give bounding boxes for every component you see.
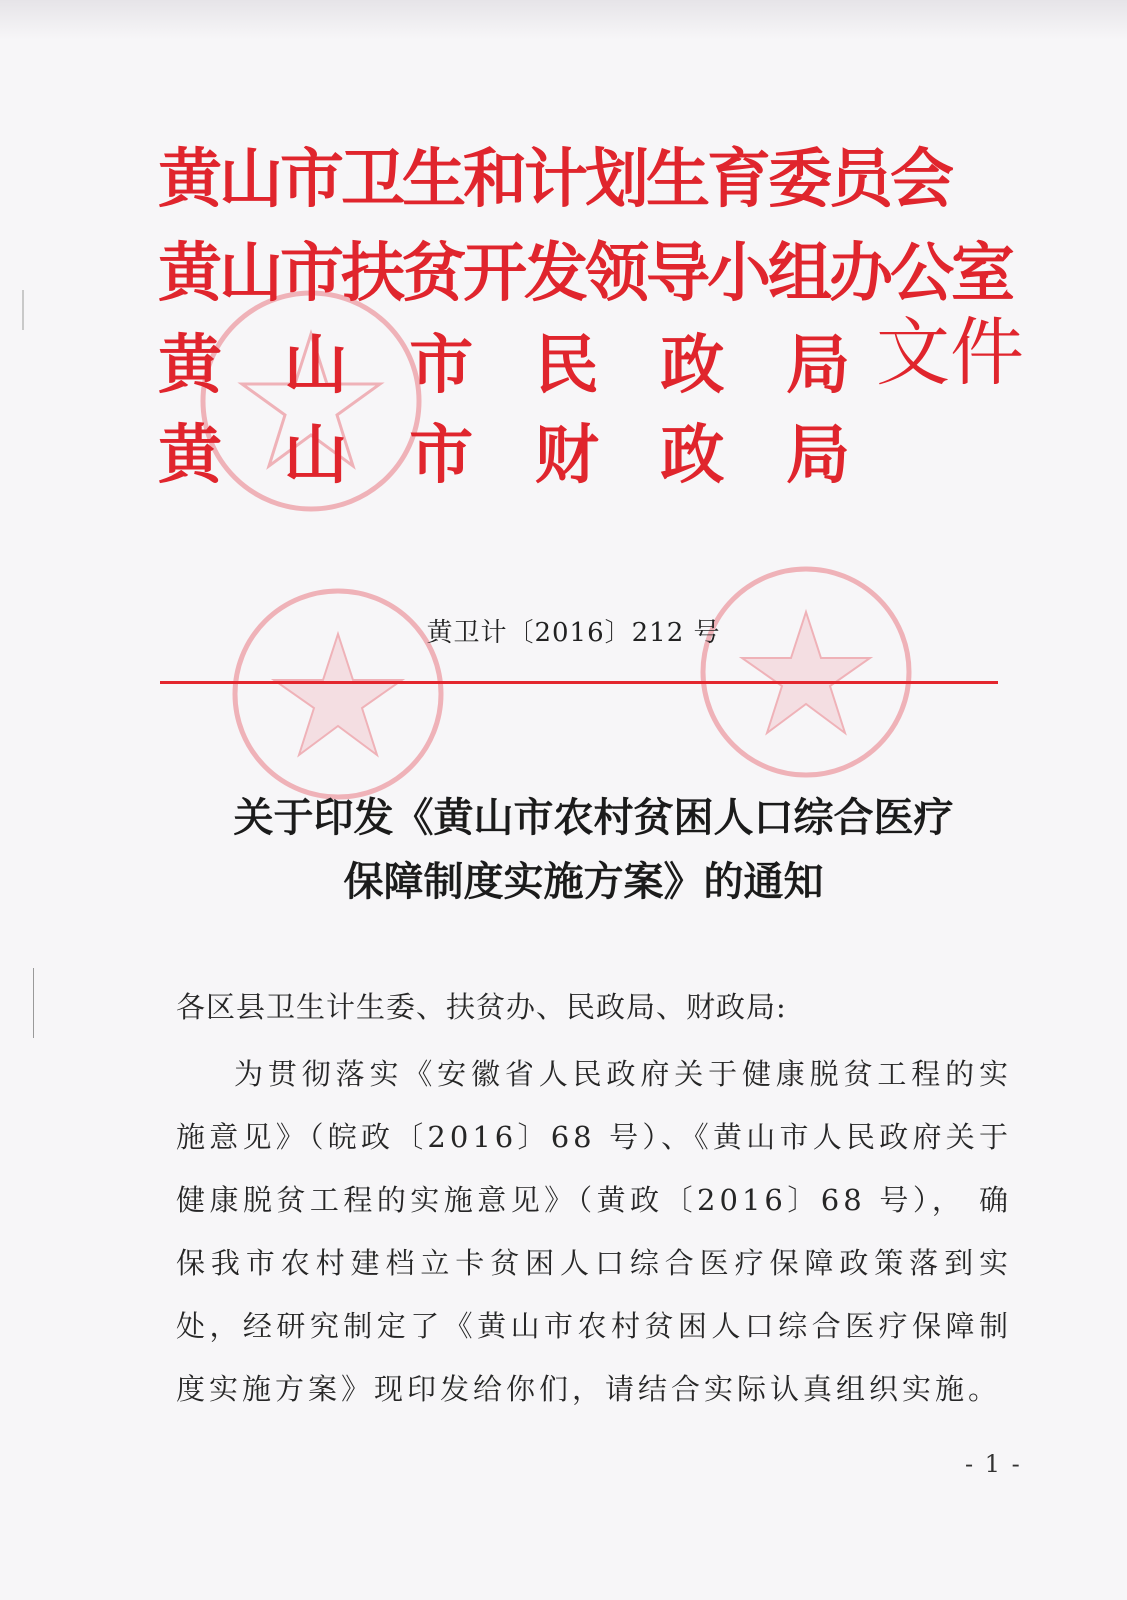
- title-line-1: 关于印发《黄山市农村贫困人口综合医疗: [233, 794, 954, 841]
- red-divider: [160, 681, 998, 684]
- issuer-char: 山: [283, 328, 348, 403]
- issuer-char: 政: [660, 328, 725, 403]
- issuer-line-1: 黄山市卫生和计划生育委员会: [158, 142, 951, 217]
- issuer-char: 黄: [158, 328, 222, 403]
- issuer-line-3: [158, 328, 850, 403]
- scan-edge: [0, 0, 1127, 40]
- issuer-char: 财: [534, 418, 599, 493]
- seal-stamp-3: [696, 562, 916, 782]
- document-number: 黄卫计〔2016〕212 号: [426, 618, 721, 648]
- page-number: - 1 -: [965, 1450, 1022, 1478]
- issuer-char: 政: [660, 418, 725, 493]
- document-suffix: 文件: [876, 310, 1024, 396]
- issuer-char: 山: [283, 418, 348, 493]
- issuer-char: 局: [785, 418, 850, 493]
- body-paragraph: 为贯彻落实《安徽省人民政府关于健康脱贫工程的实施意见》（皖政〔2016〕68 号）、《黄山市人民政府关于健康脱贫工程的实施意见》（黄政〔2016〕68 号）， 确保我市农村建档立卡贫困人口综合医疗保障政策落到实处，经研究制定了《黄山市农村贫困人口综合医疗保障制度实施方案》现印发给你们，请结合实际认真组织实施。: [176, 1057, 1012, 1406]
- margin-mark: [33, 968, 34, 1038]
- issuer-char: 黄: [158, 418, 222, 493]
- issuer-char: 市: [409, 328, 474, 403]
- margin-mark: [22, 290, 24, 330]
- addressee: 各区县卫生计生委、扶贫办、民政局、财政局:: [176, 990, 787, 1024]
- issuer-char: 局: [785, 328, 850, 403]
- issuer-line-2: 黄山市扶贫开发领导小组办公室: [158, 236, 1012, 311]
- issuer-line-4: [158, 418, 850, 493]
- title-line-2: 保障制度实施方案》的通知: [343, 858, 824, 905]
- issuer-char: 市: [409, 418, 474, 493]
- issuer-header: [158, 142, 1058, 518]
- issuer-char: 民: [534, 328, 599, 403]
